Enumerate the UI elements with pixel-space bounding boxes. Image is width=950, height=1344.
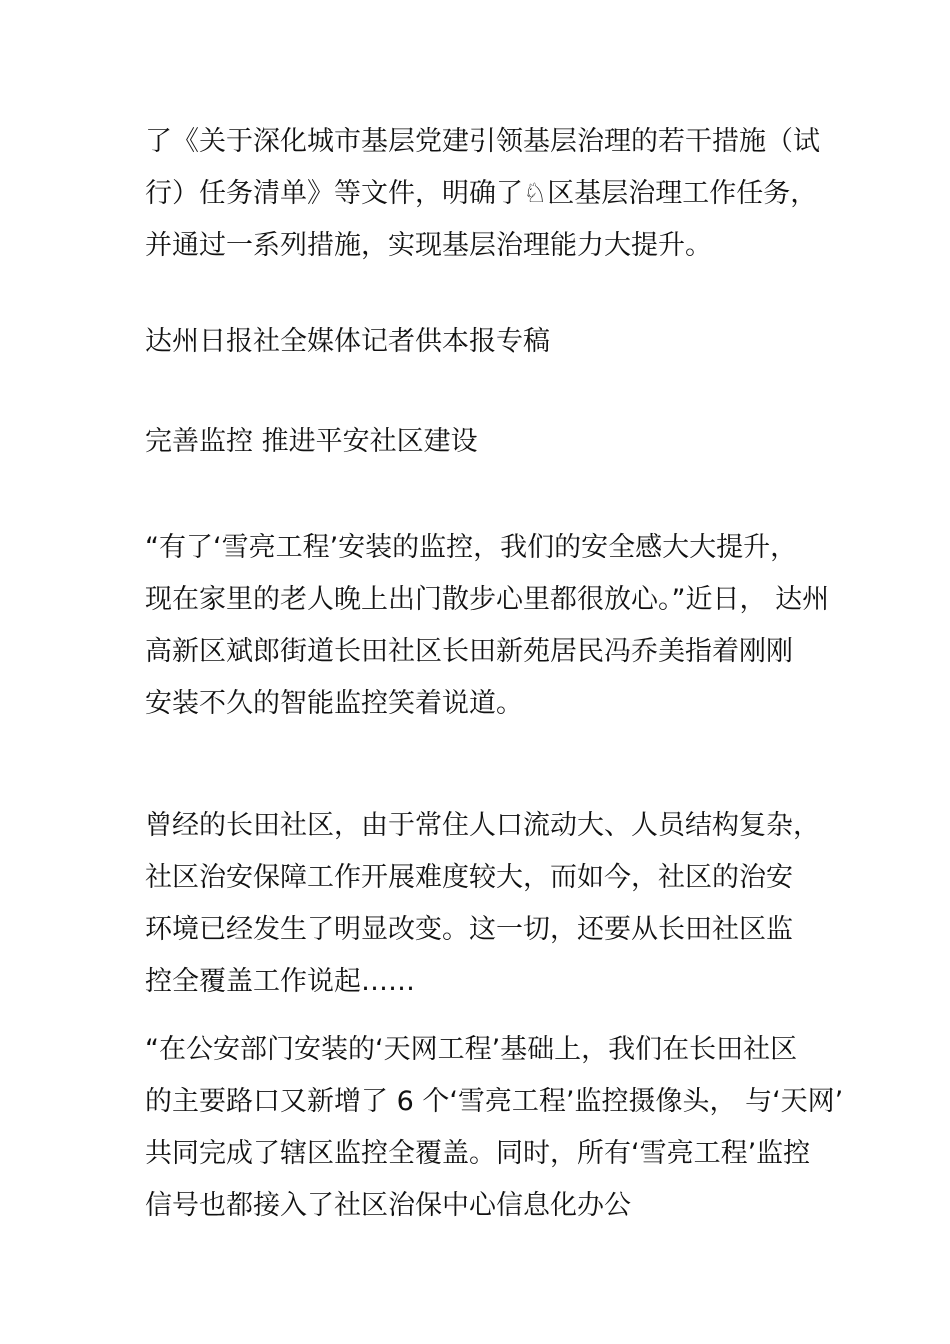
text-line: 行）任务清单》等文件，明确了♘区基层治理工作任务， [145, 178, 818, 209]
paragraph-background [145, 800, 820, 1008]
text-line: 信号也都接入了社区治保中心信息化办公 [145, 1190, 631, 1221]
paragraph-intro-continued [145, 116, 820, 272]
text-line: 达州日报社全媒体记者供本报专稿 [145, 326, 550, 357]
text-line: 并通过一系列措施，实现基层治理能力大提升。 [145, 230, 712, 261]
text-line: 高新区斌郎街道长田社区长田新苑居民冯乔美指着刚刚 [145, 636, 793, 667]
section-heading [145, 416, 813, 468]
text-line: 共同完成了辖区监控全覆盖。同时，所有‘雪亮工程’监控 [145, 1138, 811, 1169]
text-line: “在公安部门安装的‘天网工程’基础上，我们在长田社区 [145, 1034, 798, 1065]
text-line: “有了‘雪亮工程’安装的监控，我们的安全感大大提升， [145, 532, 798, 563]
paragraph-quote-official [145, 1024, 844, 1232]
text-line: 安装不久的智能监控笑着说道。 [145, 688, 523, 719]
byline [145, 316, 813, 368]
text-line: 控全覆盖工作说起…… [145, 966, 415, 997]
text-line: 的主要路口又新增了 6 个‘雪亮工程’监控摄像头， 与‘天网’ [145, 1086, 844, 1117]
text-line: 曾经的长田社区，由于常住人口流动大、人员结构复杂， [145, 810, 820, 841]
text-line: 社区治安保障工作开展难度较大，而如今，社区的治安 [145, 862, 793, 893]
paragraph-quote-resident [145, 522, 830, 730]
text-line: 环境已经发生了明显改变。这一切，还要从长田社区监 [145, 914, 793, 945]
text-line: 了《关于深化城市基层党建引领基层治理的若干措施（试 [145, 126, 820, 157]
text-line: 现在家里的老人晚上出门散步心里都很放心。”近日， 达州 [145, 584, 830, 615]
text-line: 完善监控 推进平安社区建设 [145, 426, 478, 457]
